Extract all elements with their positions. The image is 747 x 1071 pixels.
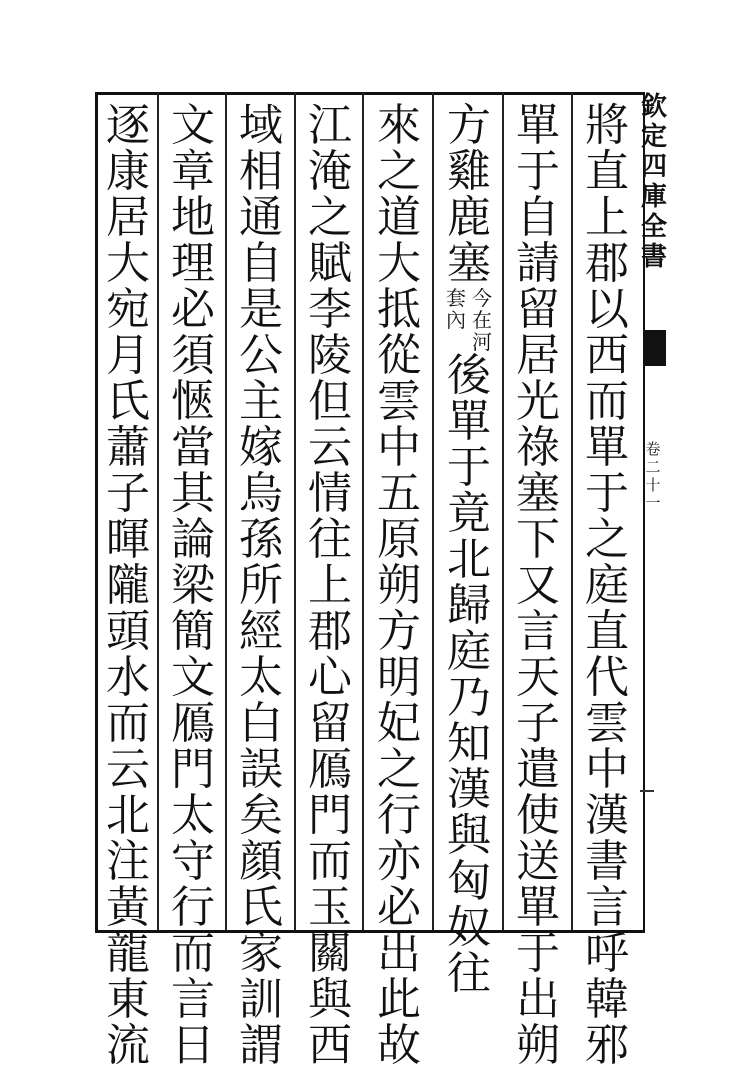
character: 江 [308,100,352,151]
character: 朔 [377,560,421,611]
character: 留 [308,698,352,749]
character: 明 [377,652,421,703]
text-column-5 [300,100,360,1071]
character: 須 [171,330,215,381]
character: 鹿 [447,192,491,243]
character: 呼 [585,928,629,979]
character: 將 [585,100,629,151]
character: 賦 [308,238,352,289]
character: 而 [171,928,215,979]
character: 顔 [239,836,283,887]
character: 往 [308,514,352,565]
character: 留 [516,284,560,335]
character: 代 [585,652,629,703]
character: 章 [171,146,215,197]
character: 單 [516,100,560,151]
character: 家 [239,928,283,979]
character: 邪 [585,1020,629,1071]
character: 相 [239,146,283,197]
character: 郡 [308,606,352,657]
character: 門 [308,790,352,841]
character: 與 [447,810,491,861]
character: 上 [585,192,629,243]
character: 奴 [447,902,491,953]
character: 使 [516,790,560,841]
character: 烏 [239,468,283,519]
character: 道 [377,192,421,243]
character: 韓 [585,974,629,1025]
character: 當 [171,422,215,473]
text-column-3 [439,100,499,999]
character: 矣 [239,790,283,841]
character: 之 [377,744,421,795]
character: 月 [106,330,150,381]
character: 孫 [239,514,283,565]
character: 直 [585,146,629,197]
character: 下 [516,514,560,565]
character: 關 [308,928,352,979]
character: 亦 [377,836,421,887]
character: 公 [239,330,283,381]
character: 言 [516,606,560,657]
character: 誤 [239,744,283,795]
character: 妃 [377,698,421,749]
character: 上 [308,560,352,611]
character: 大 [377,238,421,289]
character: 雞 [447,146,491,197]
character: 于 [516,146,560,197]
character: 暉 [106,514,150,565]
character: 抵 [377,284,421,335]
character: 心 [308,652,352,703]
character: 所 [239,560,283,611]
character: 而 [106,698,150,749]
character: 門 [171,744,215,795]
character: 朔 [516,1020,560,1071]
character: 光 [516,376,560,427]
character: 文 [171,652,215,703]
character: 子 [516,698,560,749]
character: 李 [308,284,352,335]
character: 又 [516,560,560,611]
character: 方 [447,100,491,151]
character: 淹 [308,146,352,197]
character: 漢 [447,764,491,815]
character: 白 [239,698,283,749]
character: 地 [171,192,215,243]
character: 蕭 [106,422,150,473]
character: 之 [377,146,421,197]
character: 愜 [171,376,215,427]
column-rule [502,92,504,930]
character: 訓 [239,974,283,1025]
character: 守 [171,836,215,887]
character: 嫁 [239,422,283,473]
character: 天 [516,652,560,703]
character: 之 [308,192,352,243]
character: 太 [171,790,215,841]
text-column-2 [508,100,568,1071]
margin-tick [640,790,654,792]
character: 經 [239,606,283,657]
character: 庭 [447,626,491,677]
character: 言 [171,974,215,1025]
annotation-line: 今 在 河 [472,286,492,354]
character: 氏 [106,376,150,427]
character: 其 [171,468,215,519]
character: 玉 [308,882,352,933]
character: 大 [106,238,150,289]
character: 論 [171,514,215,565]
character: 竟 [447,488,491,539]
character: 水 [106,652,150,703]
character: 于 [516,928,560,979]
character: 頭 [106,606,150,657]
character: 以 [585,284,629,335]
character: 行 [377,790,421,841]
character: 宛 [106,284,150,335]
character: 漢 [585,790,629,841]
column-rule [432,92,434,930]
character: 文 [171,100,215,151]
character: 五 [377,468,421,519]
column-rule [225,92,227,930]
character: 中 [585,744,629,795]
character: 匈 [447,856,491,907]
column-rule [571,92,573,930]
character: 于 [585,468,629,519]
character: 黃 [106,882,150,933]
character: 庭 [585,560,629,611]
character: 塞 [516,468,560,519]
character: 通 [239,192,283,243]
character: 自 [239,238,283,289]
character: 情 [308,468,352,519]
character: 鴈 [171,698,215,749]
character: 但 [308,376,352,427]
character: 謂 [239,1020,283,1071]
character: 塞 [447,238,491,289]
character: 簡 [171,606,215,657]
character: 乃 [447,672,491,723]
character: 請 [516,238,560,289]
character: 而 [585,376,629,427]
character: 知 [447,718,491,769]
character: 日 [171,1020,215,1071]
character: 書 [585,836,629,887]
character: 氏 [239,882,283,933]
character: 逐 [106,100,150,151]
character: 太 [239,652,283,703]
character: 行 [171,882,215,933]
column-rule [294,92,296,930]
character: 云 [308,422,352,473]
character: 送 [516,836,560,887]
character: 此 [377,974,421,1025]
character: 北 [447,534,491,585]
character: 云 [106,744,150,795]
character: 于 [447,442,491,493]
character: 陵 [308,330,352,381]
character: 居 [106,192,150,243]
character: 從 [377,330,421,381]
character: 子 [106,468,150,519]
character: 東 [106,974,150,1025]
character: 單 [447,396,491,447]
character: 居 [516,330,560,381]
book-title: 欽 定 四 庫 全 書 [640,92,667,272]
character: 主 [239,376,283,427]
column-rule [362,92,364,930]
text-column-8 [98,100,158,1071]
character: 流 [106,1020,150,1071]
text-column-4 [369,100,429,1071]
character: 鴈 [308,744,352,795]
character: 言 [585,882,629,933]
character: 歸 [447,580,491,631]
character: 遣 [516,744,560,795]
character: 與 [308,974,352,1025]
volume-label: 卷 二 十 一 [645,440,661,512]
text-column-7 [163,100,223,1071]
character: 梁 [171,560,215,611]
character: 往 [447,948,491,999]
character: 域 [239,100,283,151]
character: 郡 [585,238,629,289]
character: 隴 [106,560,150,611]
character: 理 [171,238,215,289]
character: 故 [377,1020,421,1071]
character: 康 [106,146,150,197]
character: 原 [377,514,421,565]
character: 必 [377,882,421,933]
character: 中 [377,422,421,473]
character: 注 [106,836,150,887]
character: 雲 [377,376,421,427]
character: 自 [516,192,560,243]
character: 而 [308,836,352,887]
inline-annotation [446,287,492,353]
character: 龍 [106,928,150,979]
character: 出 [377,928,421,979]
character: 後 [447,350,491,401]
character: 單 [585,422,629,473]
character: 之 [585,514,629,565]
character: 直 [585,606,629,657]
text-column-6 [231,100,291,1071]
character: 必 [171,284,215,335]
annotation-line: 套 內 [446,286,466,332]
character: 是 [239,284,283,335]
character: 來 [377,100,421,151]
character: 北 [106,790,150,841]
character: 出 [516,974,560,1025]
character: 單 [516,882,560,933]
character: 方 [377,606,421,657]
character: 雲 [585,698,629,749]
character: 西 [585,330,629,381]
fishtail-mark [644,330,666,366]
character: 西 [308,1020,352,1071]
character: 祿 [516,422,560,473]
text-column-1 [577,100,637,1071]
